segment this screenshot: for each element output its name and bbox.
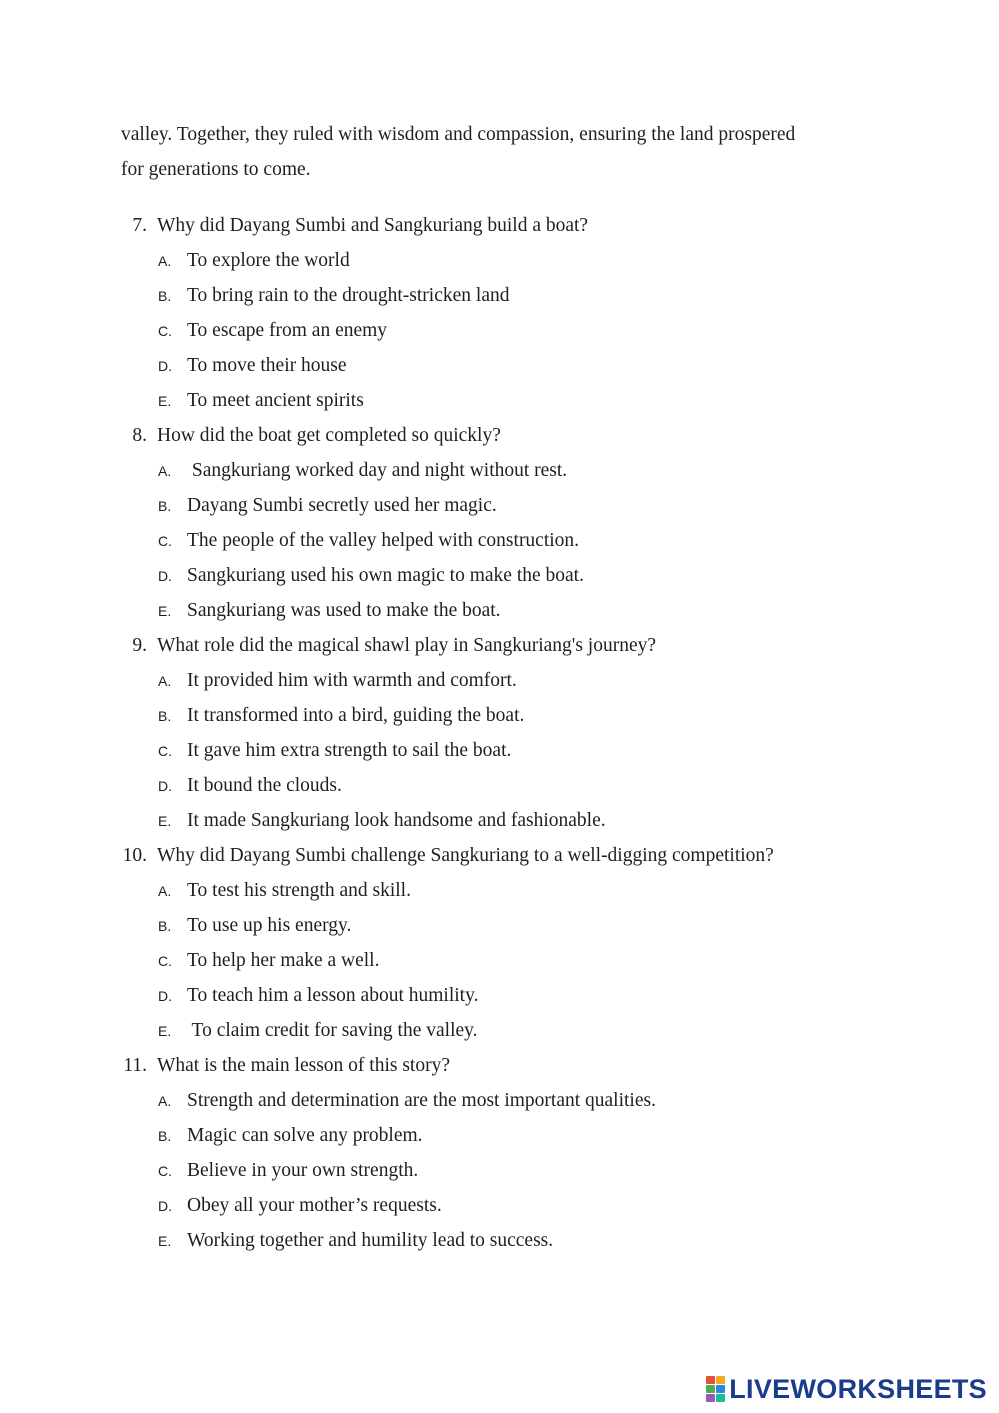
answer-option[interactable] [0,1223,999,1258]
option-letter: E. [158,393,172,409]
option-text: It provided him with warmth and comfort. [187,670,517,691]
answer-option[interactable] [0,1083,999,1118]
answer-option[interactable] [0,278,999,313]
option-letter: D. [158,568,172,584]
question-number: 10. [122,845,147,866]
answer-option[interactable] [0,558,999,593]
answer-option[interactable] [0,593,999,628]
answer-option[interactable] [0,1188,999,1223]
option-letter: A. [158,1093,172,1109]
option-letter: B. [158,918,172,934]
option-text: Working together and humility lead to success. [187,1230,554,1251]
question-text: Why did Dayang Sumbi and Sangkuriang build a boat? [157,215,589,236]
question-11 [0,1048,999,1083]
option-text: To teach him a lesson about humility. [187,985,479,1006]
logo-tile [716,1385,725,1393]
liveworksheets-logo-icon [706,1376,725,1402]
answer-option[interactable] [0,1153,999,1188]
option-text: The people of the valley helped with construction. [187,530,580,551]
answer-option[interactable] [0,663,999,698]
option-text: To meet ancient spirits [187,390,364,411]
intro-paragraph [121,118,881,187]
logo-tile [716,1394,725,1402]
option-letter: E. [158,603,172,619]
question-number: 8. [132,425,147,446]
option-text: It gave him extra strength to sail the boat. [187,740,512,761]
answer-option[interactable] [0,873,999,908]
option-text: Sangkuriang used his own magic to make the boat. [187,565,584,586]
intro-line-1: valley. Together, they ruled with wisdom and compassion, ensuring the land prospered [121,124,796,145]
option-letter: A. [158,673,172,689]
intro-line-2: for generations to come. [121,158,311,180]
option-text: To escape from an enemy [187,320,388,341]
option-text: To test his strength and skill. [187,880,411,901]
question-number: 7. [132,215,147,236]
answer-option[interactable] [0,313,999,348]
option-letter: A. [158,253,172,269]
answer-option[interactable] [0,1118,999,1153]
logo-tile [706,1376,715,1384]
option-letter: B. [158,708,172,724]
question-7 [0,208,999,243]
answer-option[interactable] [0,978,999,1013]
answer-option[interactable] [0,488,999,523]
answer-option[interactable] [0,243,999,278]
option-text: To claim credit for saving the valley. [187,1020,478,1041]
logo-brand-text: LIVEWORKSHEETS [729,1374,987,1404]
option-letter: D. [158,988,172,1004]
question-8 [0,418,999,453]
liveworksheets-logo [706,1372,987,1406]
option-letter: D. [158,1198,172,1214]
answer-option[interactable] [0,698,999,733]
option-text: To explore the world [187,250,350,271]
option-text: Sangkuriang worked day and night without rest. [187,460,568,481]
answer-option[interactable] [0,523,999,558]
question-number: 9. [132,635,147,656]
question-number: 11. [123,1055,147,1076]
question-9 [0,628,999,663]
question-text: How did the boat get completed so quickly? [157,425,501,446]
question-list [0,208,999,1258]
option-letter: C. [158,743,172,759]
option-text: Strength and determination are the most important qualities. [187,1090,656,1111]
option-text: To bring rain to the drought-stricken land [187,285,510,306]
question-text: What is the main lesson of this story? [157,1055,450,1076]
answer-option[interactable] [0,348,999,383]
option-letter: C. [158,953,172,969]
option-letter: E. [158,813,172,829]
option-letter: E. [158,1233,172,1249]
option-text: It transformed into a bird, guiding the boat. [187,705,525,726]
logo-tile [716,1376,725,1384]
option-letter: C. [158,1163,172,1179]
answer-option[interactable] [0,908,999,943]
answer-option[interactable] [0,453,999,488]
option-text: Believe in your own strength. [187,1160,419,1181]
option-letter: A. [158,883,172,899]
option-letter: E. [158,1023,172,1039]
answer-option[interactable] [0,943,999,978]
logo-tile [706,1394,715,1402]
option-text: Dayang Sumbi secretly used her magic. [187,495,497,516]
answer-option[interactable] [0,383,999,418]
option-text: Sangkuriang was used to make the boat. [187,600,501,621]
answer-option[interactable] [0,768,999,803]
option-letter: B. [158,498,172,514]
option-text: Magic can solve any problem. [187,1125,423,1146]
option-text: It bound the clouds. [187,775,342,796]
answer-option[interactable] [0,733,999,768]
option-text: To use up his energy. [187,915,352,936]
option-text: To move their house [187,355,347,376]
option-letter: C. [158,533,172,549]
option-text: To help her make a well. [187,950,380,971]
option-letter: C. [158,323,172,339]
option-letter: D. [158,778,172,794]
answer-option[interactable] [0,803,999,838]
question-text: Why did Dayang Sumbi challenge Sangkuriang to a well-digging competition? [157,845,774,866]
option-text: Obey all your mother’s requests. [187,1195,442,1216]
question-10 [0,838,999,873]
option-letter: D. [158,358,172,374]
question-text: What role did the magical shawl play in Sangkuriang's journey? [157,635,657,656]
option-letter: B. [158,1128,172,1144]
logo-tile [706,1385,715,1393]
option-letter: B. [158,288,172,304]
answer-option[interactable] [0,1013,999,1048]
option-text: It made Sangkuriang look handsome and fashionable. [187,810,606,831]
option-letter: A. [158,463,172,479]
